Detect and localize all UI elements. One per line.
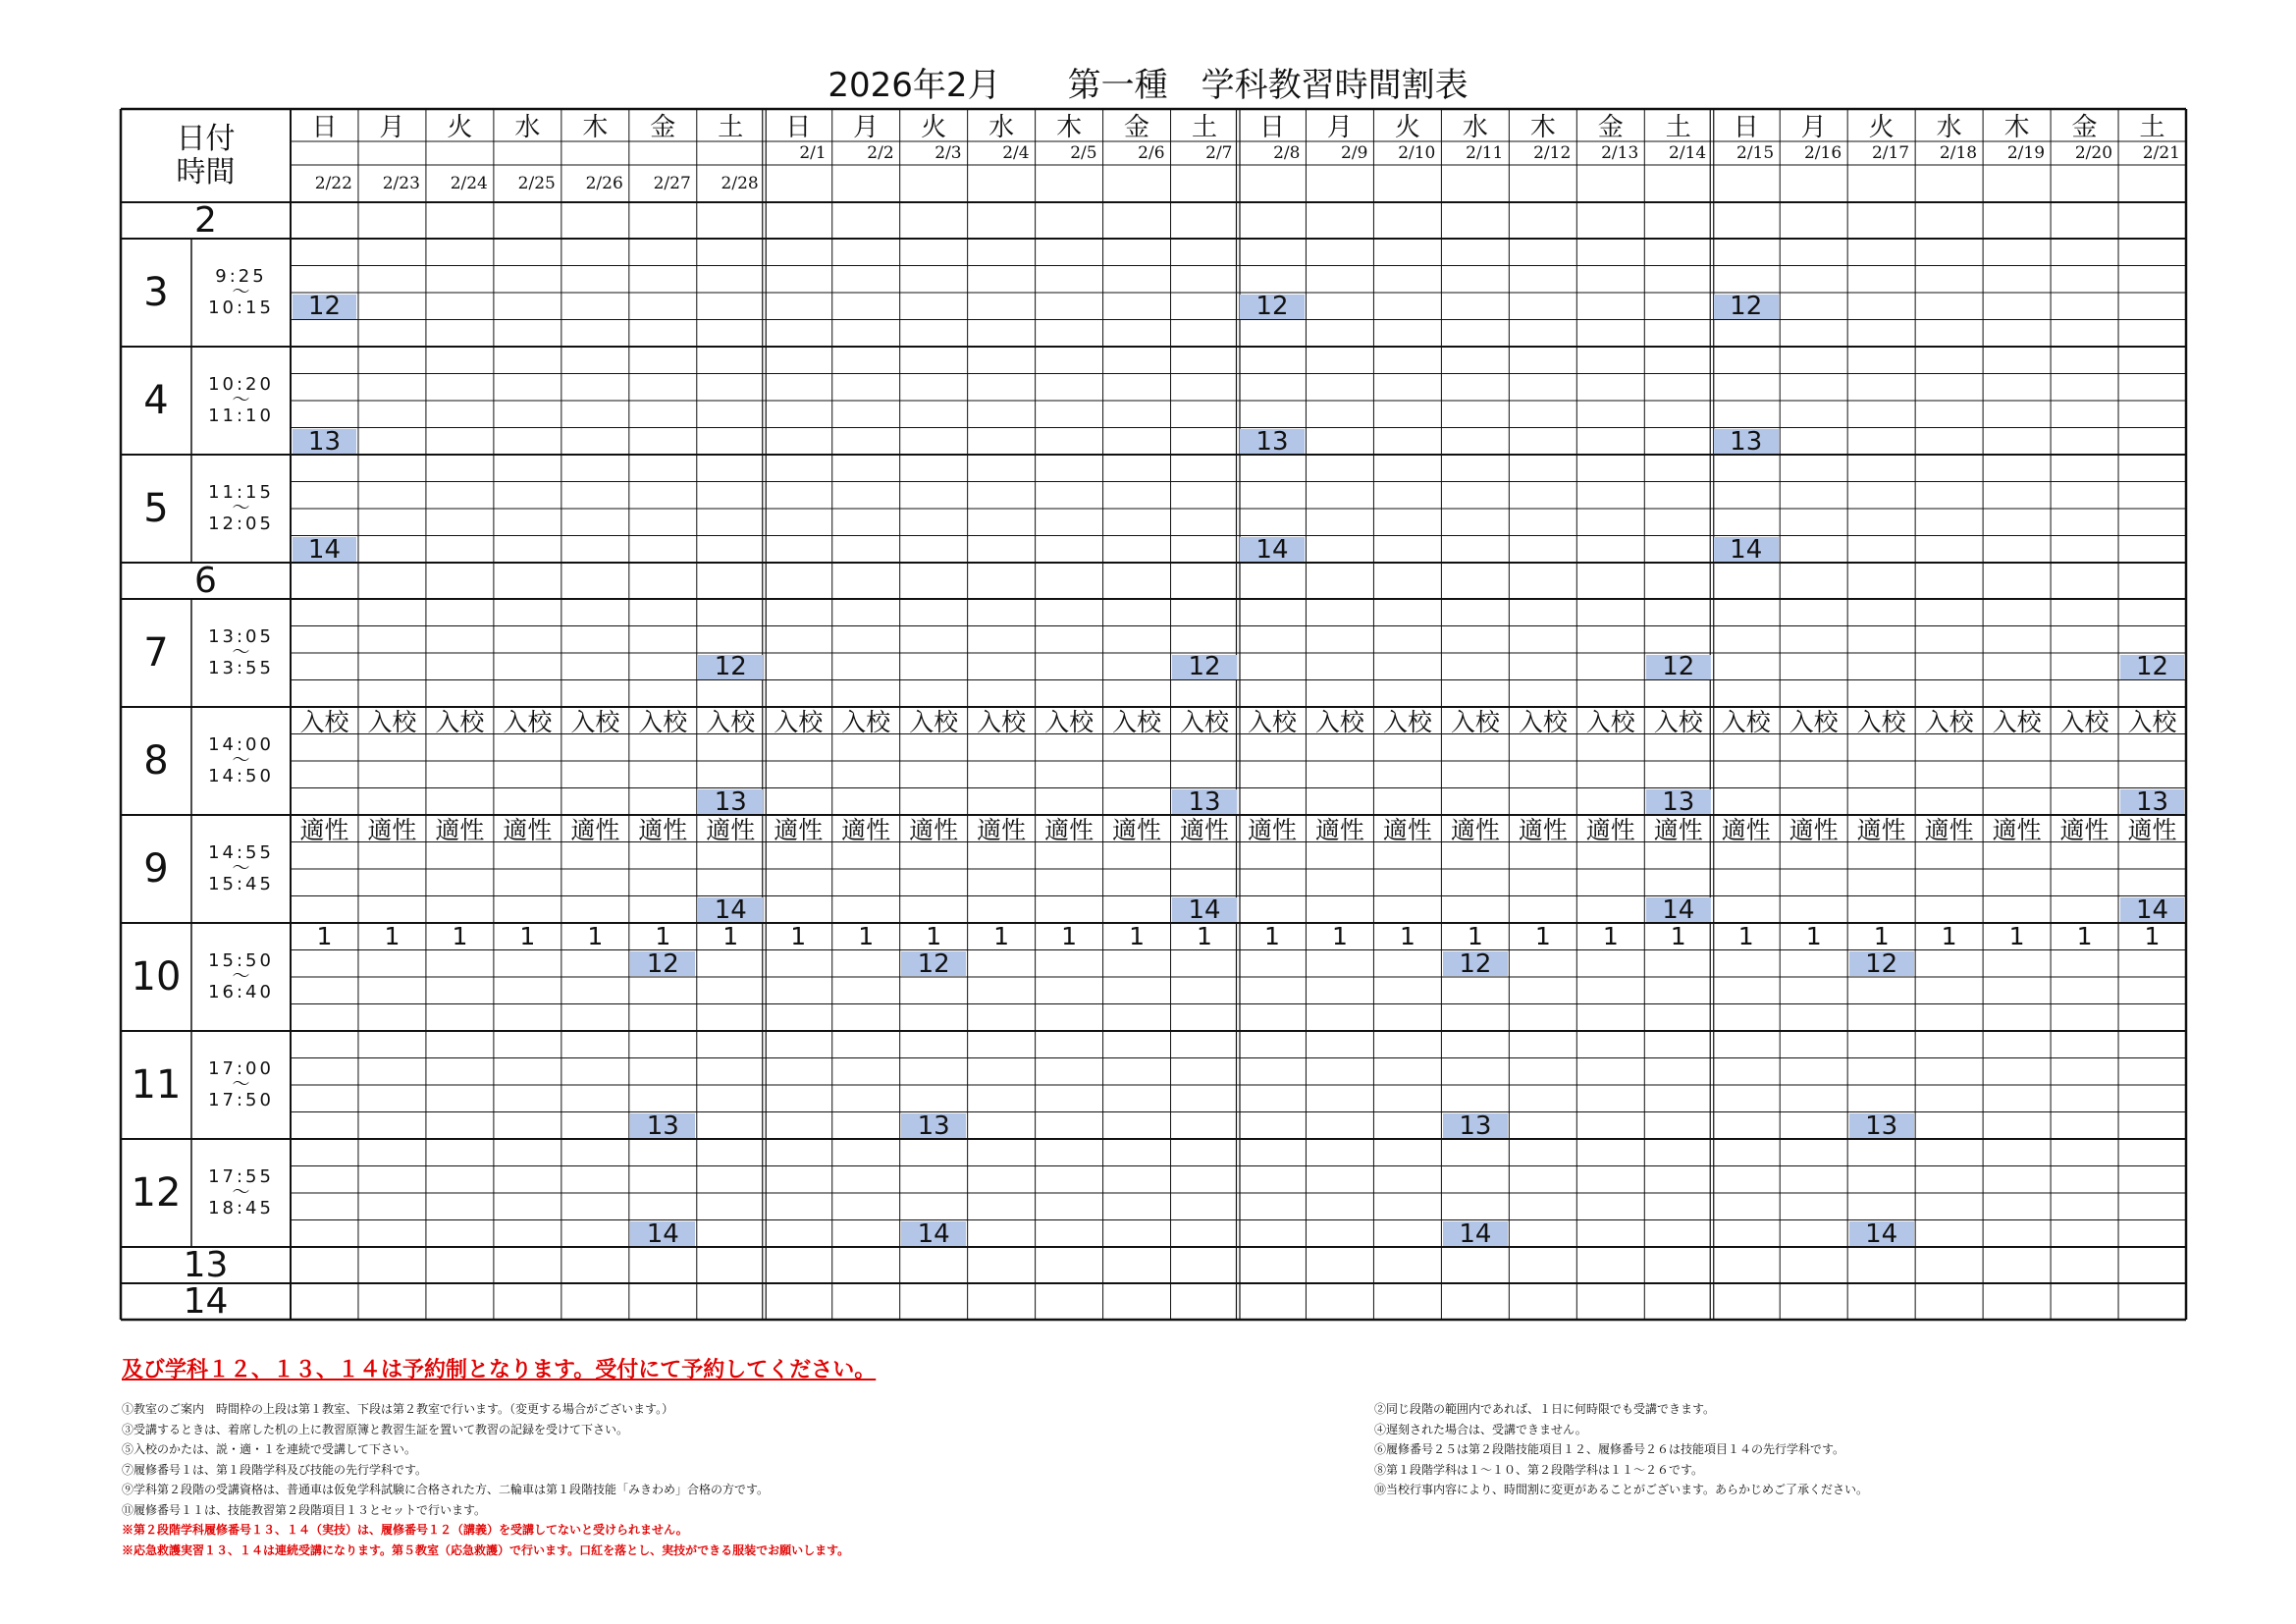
schedule-entry: 入校: [1247, 708, 1297, 733]
time-end: 13:55: [208, 658, 274, 678]
schedule-entry: 入校: [774, 708, 824, 733]
schedule-entry: 1: [1873, 924, 1890, 949]
schedule-entry: 14: [1240, 537, 1305, 562]
schedule-entry: 適性: [1721, 816, 1771, 841]
schedule-entry: 入校: [1789, 708, 1839, 733]
schedule-entry: 12: [1849, 951, 1914, 976]
schedule-entry: 14: [293, 537, 357, 562]
date-cell: 2/4: [1002, 143, 1030, 163]
period-label: 6: [194, 563, 217, 599]
schedule-entry: 適性: [1789, 816, 1839, 841]
date-cell: 2/14: [1669, 143, 1707, 163]
schedule-entry: 14: [698, 897, 763, 922]
schedule-entry: 適性: [841, 816, 891, 841]
schedule-entry: 1: [1331, 924, 1348, 949]
day-of-week: 金: [2071, 113, 2098, 141]
date-cell: 2/22: [314, 174, 352, 193]
period-label: 4: [143, 378, 169, 423]
schedule-entry: 適性: [1314, 816, 1364, 841]
schedule-entry: 12: [630, 951, 695, 976]
date-cell: 2/25: [517, 174, 556, 193]
date-cell: 2/9: [1341, 143, 1368, 163]
note-line: ⑥履修番号２５は第２段階技能項目１２、履修番号２６は技能項目１４の先行学科です。: [1374, 1442, 1845, 1456]
day-of-week: 土: [2139, 113, 2165, 141]
schedule-entry: 入校: [2127, 708, 2177, 733]
date-cell: 2/7: [1205, 143, 1233, 163]
time-tilde: ～: [232, 282, 250, 302]
period-label: 2: [194, 202, 217, 239]
schedule-entry: 12: [698, 655, 763, 679]
date-cell: 2/5: [1070, 143, 1097, 163]
page-title: 2026年2月 第一種 学科教習時間割表: [828, 66, 1468, 105]
period-label: 13: [183, 1247, 229, 1283]
date-cell: 2/2: [867, 143, 894, 163]
time-end: 15:45: [208, 874, 274, 894]
schedule-entry: 1: [993, 924, 1010, 949]
schedule-entry: 1: [926, 924, 942, 949]
schedule-entry: 1: [1399, 924, 1415, 949]
schedule-entry: 適性: [1585, 816, 1635, 841]
date-cell: 2/8: [1273, 143, 1301, 163]
note-line: ※応急救護実習１３、１４は連続受講になります。第５教室（応急救護）で行います。口紅を落とし、実技ができる服装でお願いします。: [122, 1543, 850, 1557]
schedule-entry: 13: [630, 1113, 695, 1138]
schedule-entry: 適性: [503, 816, 553, 841]
day-of-week: 水: [988, 113, 1015, 141]
day-of-week: 木: [2003, 113, 2030, 141]
day-of-week: 火: [447, 113, 473, 141]
day-of-week: 水: [514, 113, 541, 141]
schedule-entry: 適性: [1450, 816, 1500, 841]
schedule-entry: 入校: [1856, 708, 1906, 733]
date-cell: 2/18: [1939, 143, 1978, 163]
time-end: 14:50: [208, 766, 274, 786]
time-end: 10:15: [208, 298, 274, 318]
schedule-entry: 適性: [1180, 816, 1230, 841]
schedule-entry: 適性: [1247, 816, 1297, 841]
schedule-entry: 入校: [1721, 708, 1771, 733]
day-of-week: 月: [1326, 113, 1353, 141]
schedule-entry: 1: [2008, 924, 2025, 949]
schedule-entry: 14: [1646, 897, 1711, 922]
date-cell: 2/1: [799, 143, 827, 163]
time-tilde: ～: [232, 750, 250, 771]
schedule-entry: 14: [2120, 897, 2185, 922]
schedule-entry: 適性: [570, 816, 620, 841]
schedule-entry: 1: [858, 924, 875, 949]
day-of-week: 水: [1462, 113, 1488, 141]
period-label: 3: [143, 270, 169, 315]
schedule-entry: 適性: [1924, 816, 1974, 841]
schedule-entry: 1: [452, 924, 468, 949]
schedule-entry: 13: [901, 1113, 966, 1138]
schedule-entry: 1: [1129, 924, 1145, 949]
reservation-notice: 及び学科１２、１３、１４は予約制となります。受付にて予約してください。: [122, 1358, 877, 1382]
time-end: 12:05: [208, 514, 274, 534]
schedule-entry: 13: [293, 429, 357, 454]
date-cell: 2/12: [1533, 143, 1572, 163]
schedule-entry: 入校: [1450, 708, 1500, 733]
schedule-entry: 適性: [1992, 816, 2042, 841]
schedule-entry: 適性: [977, 816, 1027, 841]
note-line: ⑦履修番号１は、第１段階学科及び技能の先行学科です。: [122, 1462, 428, 1477]
day-of-week: 金: [1124, 113, 1150, 141]
time-tilde: ～: [232, 1182, 250, 1203]
schedule-entry: 12: [1646, 655, 1711, 679]
schedule-entry: 1: [316, 924, 333, 949]
schedule-entry: 12: [1172, 655, 1237, 679]
schedule-entry: 13: [1443, 1113, 1508, 1138]
day-of-week: 土: [1192, 113, 1218, 141]
schedule-entry: 12: [1443, 951, 1508, 976]
schedule-entry: 12: [1240, 295, 1305, 319]
note-line: ⑨学科第２段階の受講資格は、普通車は仮免学科試験に合格された方、二輪車は第１段階技能「みきわめ」合格の方です。: [122, 1483, 770, 1496]
schedule-entry: 1: [1534, 924, 1551, 949]
schedule-entry: 適性: [1856, 816, 1906, 841]
date-cell: 2/15: [1736, 143, 1775, 163]
day-of-week: 日: [785, 113, 812, 141]
schedule-entry: 1: [790, 924, 807, 949]
note-line: ④遅刻された場合は、受講できません。: [1374, 1422, 1587, 1436]
time-label: 時間: [176, 154, 236, 189]
schedule-entry: 適性: [299, 816, 349, 841]
period-label: 11: [131, 1062, 182, 1108]
schedule-entry: 14: [630, 1221, 695, 1246]
period-label: 8: [143, 738, 169, 784]
schedule-entry: 14: [1714, 537, 1779, 562]
date-cell: 2/27: [653, 174, 691, 193]
day-of-week: 木: [1529, 113, 1556, 141]
day-of-week: 金: [650, 113, 676, 141]
schedule-entry: 適性: [638, 816, 688, 841]
time-start: 14:55: [208, 842, 274, 863]
schedule-entry: 入校: [1314, 708, 1364, 733]
date-cell: 2/28: [721, 174, 759, 193]
schedule-entry: 適性: [909, 816, 959, 841]
schedule-entry: 13: [698, 789, 763, 814]
schedule-entry: 1: [1197, 924, 1212, 949]
schedule-entry: 1: [519, 924, 536, 949]
schedule-entry: 入校: [1924, 708, 1974, 733]
time-tilde: ～: [232, 390, 250, 410]
schedule-entry: 入校: [1382, 708, 1432, 733]
schedule-entry: 13: [1240, 429, 1305, 454]
schedule-entry: 1: [1602, 924, 1619, 949]
day-of-week: 火: [1394, 113, 1420, 141]
time-end: 17:50: [208, 1090, 274, 1110]
schedule-entry: 14: [901, 1221, 966, 1246]
schedule-entry: 12: [901, 951, 966, 976]
schedule-entry: 1: [1467, 924, 1483, 949]
date-cell: 2/26: [585, 174, 623, 193]
date-cell: 2/20: [2074, 143, 2113, 163]
date-cell: 2/16: [1803, 143, 1842, 163]
schedule-entry: 入校: [1044, 708, 1095, 733]
schedule-entry: 13: [1646, 789, 1711, 814]
schedule-entry: 1: [1941, 924, 1957, 949]
time-start: 14:00: [208, 734, 274, 755]
date-cell: 2/10: [1398, 143, 1436, 163]
schedule-entry: 入校: [1585, 708, 1635, 733]
note-line: ⑧第１段階学科は１～１０、第２段階学科は１１～２６です。: [1374, 1462, 1704, 1477]
schedule-entry: 13: [2120, 789, 2185, 814]
time-end: 16:40: [208, 982, 274, 1002]
schedule-entry: 入校: [570, 708, 620, 733]
day-of-week: 火: [1868, 113, 1895, 141]
schedule-entry: 入校: [503, 708, 553, 733]
schedule-entry: 入校: [1518, 708, 1568, 733]
schedule-entry: 適性: [2127, 816, 2177, 841]
day-of-week: 日: [1733, 113, 1759, 141]
schedule-entry: 14: [1443, 1221, 1508, 1246]
time-start: 17:55: [208, 1166, 274, 1187]
date-cell: 2/24: [450, 174, 488, 193]
period-label: 10: [131, 954, 182, 1000]
schedule-entry: 入校: [1112, 708, 1162, 733]
schedule-entry: 入校: [1653, 708, 1703, 733]
schedule-entry: 適性: [1112, 816, 1162, 841]
schedule-entry: 1: [384, 924, 400, 949]
time-start: 11:15: [208, 482, 274, 503]
day-of-week: 水: [1936, 113, 1962, 141]
date-cell: 2/6: [1138, 143, 1165, 163]
schedule-entry: 適性: [367, 816, 417, 841]
period-label: 14: [183, 1283, 229, 1320]
day-of-week: 火: [921, 113, 947, 141]
date-cell: 2/13: [1601, 143, 1639, 163]
note-line: ※第２段階学科履修番号１３、１４（実技）は、履修番号１２（講義）を受講してないと受けられません。: [122, 1523, 688, 1537]
schedule-entry: 入校: [706, 708, 756, 733]
schedule-entry: 1: [722, 924, 739, 949]
day-of-week: 月: [1800, 113, 1827, 141]
schedule-entry: 適性: [1518, 816, 1568, 841]
schedule-entry: 適性: [774, 816, 824, 841]
schedule-entry: 適性: [706, 816, 756, 841]
date-cell: 2/19: [2006, 143, 2046, 163]
schedule-entry: 入校: [977, 708, 1027, 733]
time-end: 11:10: [208, 406, 274, 426]
day-of-week: 土: [718, 113, 744, 141]
date-cell: 2/3: [934, 143, 962, 163]
note-line: ③受講するときは、着席した机の上に教習原簿と教習生証を置いて教習の記録を受けて下さい。: [122, 1422, 629, 1436]
schedule-entry: 1: [1670, 924, 1686, 949]
date-cell: 2/17: [1871, 143, 1910, 163]
schedule-entry: 1: [1264, 924, 1280, 949]
day-of-week: 土: [1665, 113, 1691, 141]
period-label: 5: [143, 486, 169, 531]
note-line: ②同じ段階の範囲内であれば、１日に何時限でも受講できます。: [1374, 1402, 1716, 1416]
note-line: ⑤入校のかたは、説・適・１を連続で受講して下さい。: [122, 1442, 417, 1456]
schedule-entry: 1: [2076, 924, 2093, 949]
time-tilde: ～: [232, 1074, 250, 1095]
day-of-week: 木: [582, 113, 609, 141]
time-start: 10:20: [208, 374, 274, 395]
time-start: 13:05: [208, 626, 274, 647]
schedule-entry: 入校: [841, 708, 891, 733]
schedule-entry: 入校: [638, 708, 688, 733]
schedule-entry: 12: [293, 295, 357, 319]
time-start: 9:25: [215, 266, 267, 287]
schedule-entry: 1: [587, 924, 604, 949]
date-cell: 2/23: [382, 174, 420, 193]
date-cell: 2/21: [2142, 143, 2180, 163]
period-label: 9: [143, 846, 169, 892]
schedule-entry: 適性: [1044, 816, 1095, 841]
schedule-entry: 14: [1172, 897, 1237, 922]
time-tilde: ～: [232, 642, 250, 663]
schedule-entry: 13: [1849, 1113, 1914, 1138]
schedule-entry: 12: [1714, 295, 1779, 319]
day-of-week: 月: [379, 113, 405, 141]
day-of-week: 日: [311, 113, 338, 141]
note-line: ①教室のご案内 時間枠の上段は第１教室、下段は第２教室で行います。（変更する場合がございます。）: [122, 1402, 674, 1416]
schedule-entry: 13: [1714, 429, 1779, 454]
schedule-entry: 入校: [367, 708, 417, 733]
schedule-entry: 適性: [1653, 816, 1703, 841]
period-label: 12: [131, 1170, 182, 1216]
time-start: 17:00: [208, 1058, 274, 1079]
schedule-entry: 1: [1061, 924, 1078, 949]
schedule-entry: 13: [1172, 789, 1237, 814]
time-tilde: ～: [232, 858, 250, 879]
time-tilde: ～: [232, 498, 250, 518]
note-line: ⑩当校行事内容により、時間割に変更があることがございます。あらかじめご了承ください。: [1374, 1483, 1869, 1496]
schedule-entry: 1: [2144, 924, 2161, 949]
schedule-entry: 1: [1737, 924, 1754, 949]
date-label: 日付: [176, 121, 236, 156]
time-end: 18:45: [208, 1198, 274, 1218]
schedule-entry: 1: [655, 924, 671, 949]
note-line: ⑪履修番号１１は、技能教習第２段階項目１３とセットで行います。: [122, 1502, 487, 1517]
schedule-entry: 入校: [299, 708, 349, 733]
day-of-week: 月: [853, 113, 880, 141]
day-of-week: 金: [1597, 113, 1624, 141]
schedule-entry: 入校: [1992, 708, 2042, 733]
time-start: 15:50: [208, 950, 274, 971]
schedule-entry: 入校: [1180, 708, 1230, 733]
time-tilde: ～: [232, 966, 250, 987]
schedule-entry: 適性: [435, 816, 485, 841]
date-cell: 2/11: [1466, 143, 1504, 163]
schedule-entry: 入校: [2059, 708, 2109, 733]
schedule-entry: 14: [1849, 1221, 1914, 1246]
day-of-week: 木: [1056, 113, 1083, 141]
day-of-week: 日: [1258, 113, 1285, 141]
schedule-entry: 適性: [1382, 816, 1432, 841]
schedule-entry: 入校: [435, 708, 485, 733]
schedule-entry: 12: [2120, 655, 2185, 679]
schedule-entry: 適性: [2059, 816, 2109, 841]
schedule-entry: 入校: [909, 708, 959, 733]
period-label: 7: [143, 630, 169, 676]
schedule-entry: 1: [1805, 924, 1822, 949]
